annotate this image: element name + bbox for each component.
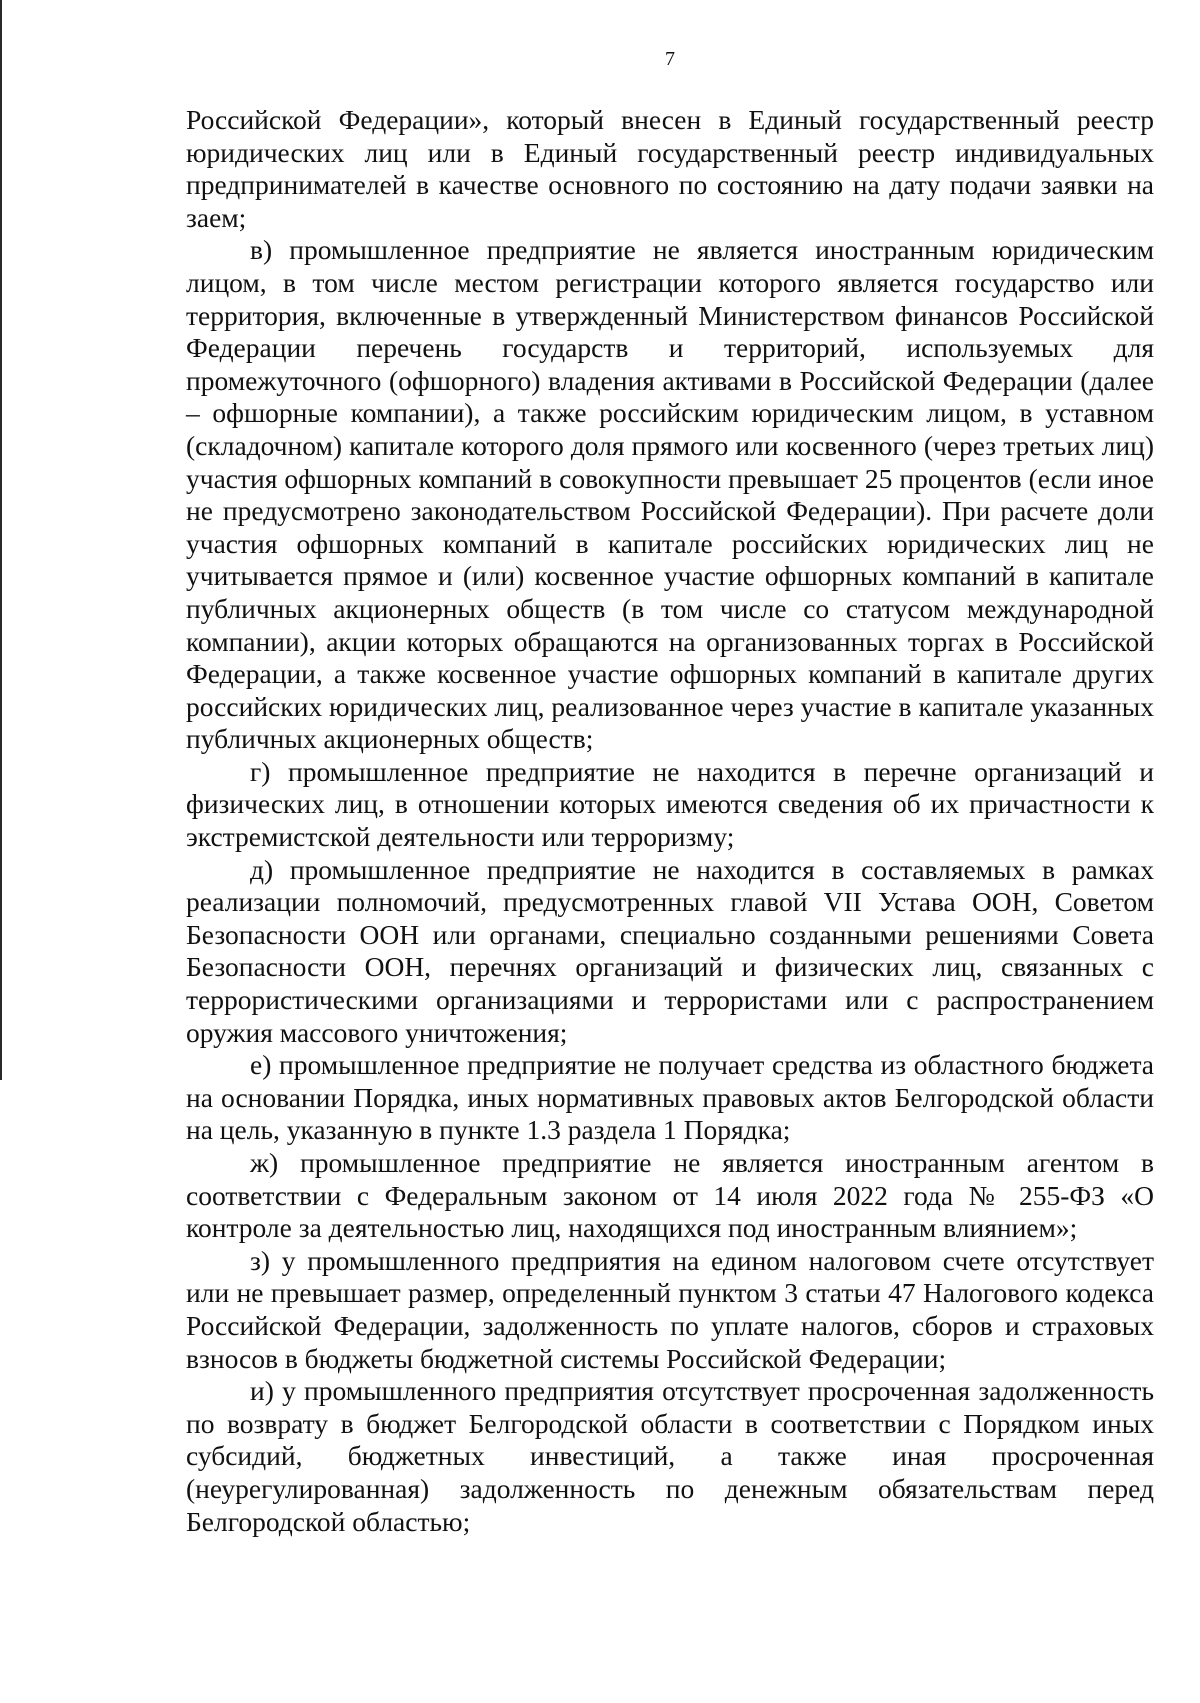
paragraph-item-g: г) промышленное предприятие не находится в перечне организаций и физических лиц, в отношении которых имеются сведения об их причастности к экстремистской деятельности или терроризму;	[186, 755, 1154, 853]
paragraph-item-d: д) промышленное предприятие не находится в составляемых в рамках реализации полномочий, предусмотренных главой VII Устава ООН, Советом Безопасности ООН или органами, специально созданными решениями Совета Безопасности ООН, перечнях организаций и физических лиц, связанных с террористическими организациями и террористами или с распространением оружия массового уничтожения;	[186, 853, 1154, 1048]
document-body	[186, 104, 1154, 1538]
paragraph-item-i: и) у промышленного предприятия отсутствует просроченная задолженность по возврату в бюджет Белгородской области в соответствии с Порядком иных субсидий, бюджетных инвестиций, а также иная просроченная (неурегулированная) задолженность по денежным обязательствам перед Белгородской областью;	[186, 1375, 1154, 1537]
page-number: 7	[665, 48, 675, 70]
paragraph-item-v: в) промышленное предприятие не является иностранным юридическим лицом, в том числе местом регистрации которого является государство или территория, включенные в утвержденный Министерством финансов Российской Федерации перечень государств и территорий, используемых для промежуточного (офшорного) владения активами в Российской Федерации (далее – офшорные компании), а также российским юридическим лицом, в уставном (складочном) капитале которого доля прямого или косвенного (через третьих лиц) участия офшорных компаний в совокупности превышает 25 процентов (если иное не предусмотрено законодательством Российской Федерации). При расчете доли участия офшорных компаний в капитале российских юридических лиц не учитывается прямое и (или) косвенное участие офшорных компаний в капитале публичных акционерных обществ (в том числе со статусом международной компании), акции которых обращаются на организованных торгах в Российской Федерации, а также косвенное участие офшорных компаний в капитале других российских юридических лиц, реализованное через участие в капитале указанных публичных акционерных обществ;	[186, 234, 1154, 755]
paragraph-item-zh: ж) промышленное предприятие не является иностранным агентом в соответствии с Федеральным законом от 14 июля 2022 года № 255-ФЗ «О контроле за деятельностью лиц, находящихся под иностранным влиянием»;	[186, 1147, 1154, 1244]
paragraph-item-z: з) у промышленного предприятия на едином налоговом счете отсутствует или не превышает размер, определенный пунктом 3 статьи 47 Налогового кодекса Российской Федерации, задолженность по уплате налогов, сборов и страховых взносов в бюджеты бюджетной системы Российской Федерации;	[186, 1244, 1154, 1374]
scan-edge-shadow	[0, 0, 2, 1080]
paragraph-continuation: Российской Федерации», который внесен в Единый государственный реестр юридических лиц или в Единый государственный реестр индивидуальных предпринимателей в качестве основного по состоянию на дату подачи заявки на заем;	[186, 104, 1154, 233]
paragraph-item-e: е) промышленное предприятие не получает средства из областного бюджета на основании Порядка, иных нормативных правовых актов Белгородской области на цель, указанную в пункте 1.3 раздела 1 Порядка;	[186, 1049, 1154, 1146]
